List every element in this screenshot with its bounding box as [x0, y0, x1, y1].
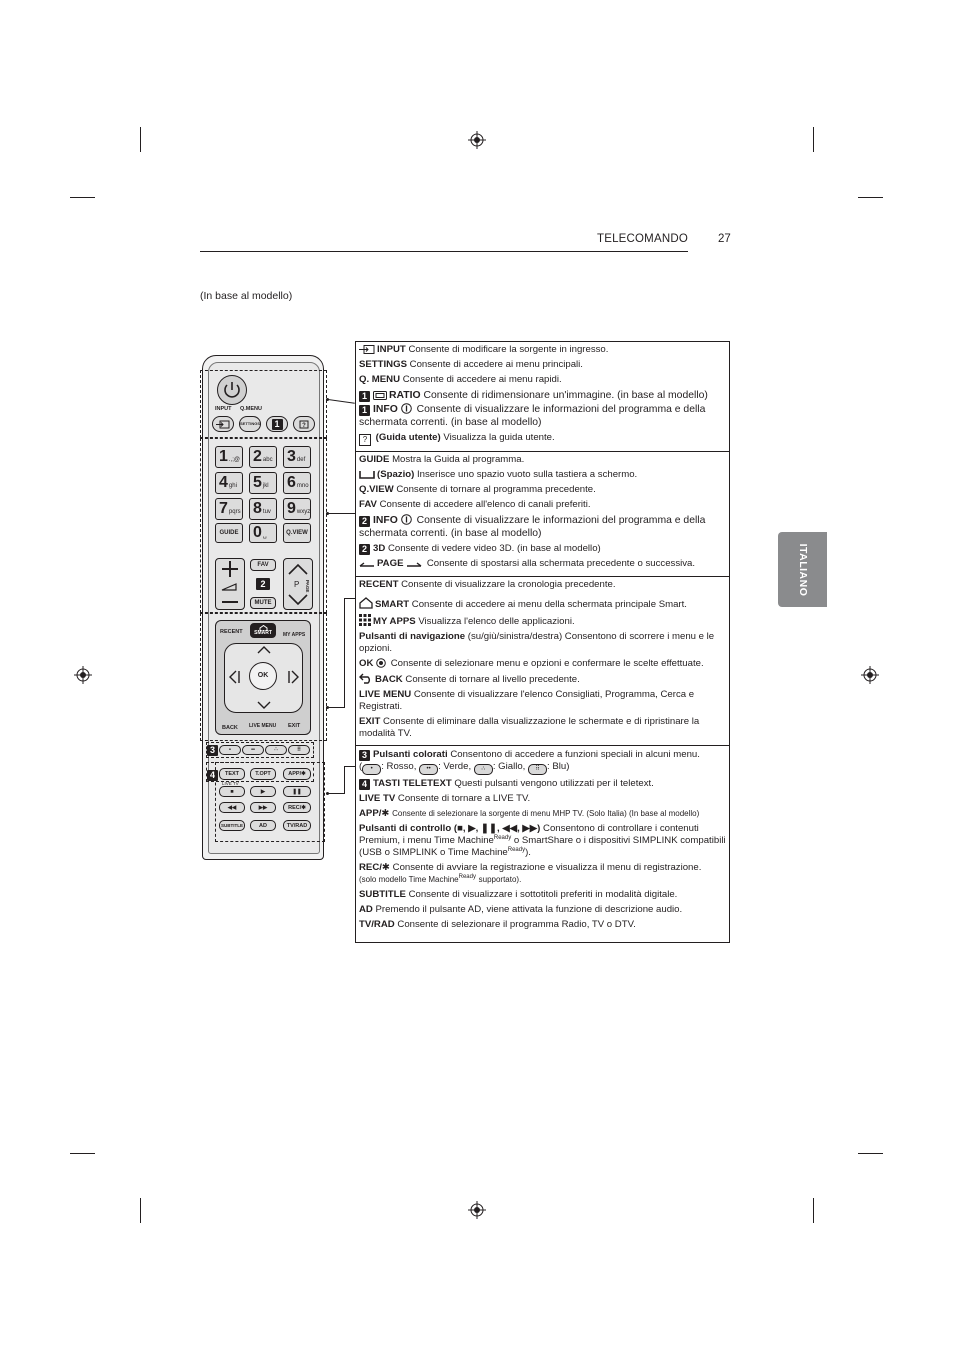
desc-help: ? (Guida utente) Visualizza la guida utente. [359, 432, 726, 446]
text-button: TEXT [219, 768, 245, 780]
crop-mark [70, 197, 95, 198]
leader-line [344, 766, 345, 794]
crop-mark [813, 1198, 814, 1223]
desc-info-2: 2 INFO Consente di visualizzare le informazioni del programma e della schermata correnti. (in base al modello) [359, 514, 706, 539]
badge-3: 3 [207, 745, 218, 756]
yellow-button-icon: ∴ [474, 764, 493, 775]
key-3: 3 def [283, 446, 311, 468]
desc-colored: 3 Pulsanti colorati Consentono di accedere a funzioni speciali in alcuni menu. ( • : Rosso, •• : Verde, ∴ : Giallo, ⠿ : Blu) [359, 749, 726, 775]
myapps-label: MY APPS [283, 632, 306, 638]
desc-controls: Pulsanti di controllo (■, ▶, ❚❚, ◀◀, ▶▶) Consentono di controllare i contenuti Premium, i menu Time Machine$^{Ready}$ o SmartShare o i dispositivi SIMPLINK compatibili (USB o SIMPLINK o Time Machine$^{Ready}$). [359, 822, 726, 859]
desc-app: APP/✱ Consente di selezionare la sorgente di menu MHP TV. (Solo Italia) (In base al modello) [359, 807, 700, 819]
desc-tvrad: TV/RAD Consente di selezionare il programma Radio, TV o DTV. [359, 919, 636, 931]
input-label: INPUT [215, 406, 232, 412]
key-1: 1 .,;@ [215, 446, 243, 468]
topt-button: T.OPT [250, 768, 276, 780]
registration-mark-icon [468, 131, 486, 149]
desc-ok: OK Consente di selezionare menu e opzioni e confermare le scelte effettuate. [359, 657, 704, 669]
desc-qmenu: Q. MENU Consente di accedere ai menu rapidi. [359, 373, 562, 385]
key-7: 7 pqrs [215, 498, 243, 520]
crop-mark [813, 127, 814, 152]
description-box-2 [355, 451, 730, 577]
mute-key: MUTE [250, 597, 276, 609]
ok-key: OK [249, 662, 277, 690]
desc-input: INPUT Consente di modificare la sorgente in ingresso. [359, 344, 726, 356]
page-label: PAGE [305, 580, 310, 593]
p-label: P [294, 580, 300, 589]
crop-mark [70, 1153, 95, 1154]
description-box-4 [355, 745, 730, 943]
leader-line [344, 598, 355, 599]
desc-qview: Q.VIEW Consente di tornare al programma precedente. [359, 483, 596, 495]
pause-button: ❚❚ [283, 786, 311, 797]
stop-button: ■ [219, 786, 245, 797]
badge-2: 2 [359, 516, 370, 527]
green-button-icon: •• [419, 764, 438, 775]
info-icon [401, 403, 412, 414]
volume-rocker [215, 558, 245, 610]
badge-1: 1 [272, 419, 283, 430]
ok-icon [376, 658, 386, 668]
input-icon [216, 420, 230, 429]
page-arrow-icon [406, 562, 422, 568]
desc-page: PAGE Consente di spostarsi alla schermata precedente o successiva. [359, 558, 726, 570]
model-note: (In base al modello) [200, 290, 293, 302]
arrow-up-icon [257, 646, 271, 654]
badge-1: 1 [359, 391, 370, 402]
help-key [293, 416, 315, 432]
star-icon: ✱ [381, 807, 390, 819]
crop-mark [858, 197, 883, 198]
leader-line [328, 399, 355, 404]
arrow-left-icon [229, 670, 241, 684]
rec-button: REC/✱ [283, 802, 311, 813]
desc-recent: RECENT Consente di visualizzare la cronologia precedente. [359, 579, 616, 590]
crop-mark [858, 1153, 883, 1154]
desc-rec: REC/✱ Consente di avviare la registrazione e visualizza il menu di registrazione. (solo modello Time Machine$^{Ready}$ supportato). [359, 862, 702, 885]
description-box-1 [355, 341, 730, 452]
yellow-button: ∴ [265, 745, 287, 755]
key-5: 5 jkl [249, 472, 277, 494]
badge-1: 1 [359, 405, 370, 416]
page-arrow-icon [359, 562, 375, 568]
badge-4: 4 [207, 770, 218, 781]
input-icon [359, 345, 375, 354]
registration-mark-icon [861, 666, 879, 684]
home-icon [359, 597, 373, 609]
key-6: 6 mno [283, 472, 311, 494]
desc-exit: EXIT Consente di eliminare dalla visualizzazione le schermate e di ripristinare la modalità TV. [359, 715, 700, 739]
leader-line [328, 793, 344, 794]
blue-button-icon: ⠿ [528, 764, 547, 775]
leader-line [344, 598, 345, 708]
help-icon: ? [359, 434, 371, 446]
red-button: • [219, 745, 241, 755]
help-icon [299, 420, 309, 429]
desc-ad: AD Premendo il pulsante AD, viene attivata la funzione di descrizione audio. [359, 904, 683, 916]
tvrad-button: TV/RAD [283, 820, 311, 831]
svg-text:?: ? [302, 422, 306, 429]
qmenu-label: Q.MENU [240, 406, 262, 412]
key-4: 4 ghi [215, 472, 243, 494]
recent-label: RECENT [220, 629, 243, 635]
desc-space: (Spazio) Inserisce uno spazio vuoto sulla tastiera a schermo. [359, 469, 726, 481]
registration-mark-icon [74, 666, 92, 684]
badge-3: 3 [359, 750, 370, 761]
forward-button: ▶▶ [250, 802, 276, 813]
arrow-right-icon [287, 670, 299, 684]
subtitle-button: SUBTITLE [219, 820, 245, 831]
section-title: TELECOMANDO [596, 233, 688, 245]
header-rule [200, 251, 688, 252]
ad-button: AD [250, 820, 276, 831]
badge-4: 4 [359, 779, 370, 790]
language-tab [778, 532, 827, 607]
desc-nav: Pulsanti di navigazione (su/giù/sinistra/destra) Consentono di scorrere i menu e le opzioni. [359, 630, 715, 654]
red-button-icon: • [362, 764, 381, 775]
livemenu-label: LIVE MENU [249, 723, 277, 729]
desc-livemenu: LIVE MENU Consente di visualizzare l'elenco Consigliati, Programma, Cerca e Registrati. [359, 688, 695, 712]
crop-mark [140, 127, 141, 152]
app-button: APP/✱ [283, 768, 311, 780]
desc-subtitle: SUBTITLE Consente di visualizzare i sottotitoli preferiti in modalità digitale. [359, 889, 678, 901]
leader-line [344, 766, 355, 767]
ratio-icon [373, 391, 387, 400]
back-label: BACK [222, 725, 238, 731]
guide-key: GUIDE [215, 523, 243, 543]
space-icon [359, 470, 375, 479]
language-tab-label: ITALIANO [796, 543, 809, 596]
desc-livetv: LIVE TV Consente di tornare a LIVE TV. [359, 793, 531, 804]
power-button [217, 375, 247, 405]
qview-key: Q.VIEW [283, 523, 311, 543]
desc-fav: FAV Consente di accedere all'elenco di canali preferiti. [359, 498, 591, 510]
play-button: ▶ [250, 786, 276, 797]
desc-ratio: 1 RATIO Consente di ridimensionare un'immagine. (in base al modello) [359, 389, 726, 402]
page-number: 27 [718, 233, 731, 245]
desc-info-1: 1 INFO Consente di visualizzare le informazioni del programma e della schermata correnti. (in base al modello) [359, 403, 706, 428]
power-icon [218, 376, 246, 404]
leader-line [328, 707, 344, 708]
smart-key: SMART [250, 623, 276, 638]
badge-2-key: 2 [256, 578, 270, 590]
desc-smart: SMART Consente di accedere ai menu della schermata principale Smart. [359, 597, 726, 611]
exit-label: EXIT [288, 723, 301, 729]
desc-myapps: MY APPS Visualizza l'elenco delle applicazioni. [359, 614, 726, 628]
desc-3d: 2 3D Consente di vedere video 3D. (in base al modello) [359, 543, 726, 555]
fav-key: FAV [250, 559, 276, 571]
arrow-down-icon [257, 701, 271, 709]
crop-mark [140, 1198, 141, 1223]
key-0: 0 ␣ [249, 523, 277, 543]
desc-teletext: 4 TASTI TELETEXT Questi pulsanti vengono utilizzati per il teletext. [359, 778, 726, 790]
key-9: 9 wxyz [283, 498, 311, 520]
volume-icon [216, 559, 244, 609]
info-icon [401, 514, 412, 525]
rewind-button: ◀◀ [219, 802, 245, 813]
settings-key: SETTINGS [239, 416, 261, 432]
back-icon [359, 673, 373, 684]
key-8: 8 tuv [249, 498, 277, 520]
blue-button: ⠿ [288, 745, 310, 755]
registration-mark-icon [468, 1201, 486, 1219]
desc-guide: GUIDE Mostra la Guida al programma. [359, 454, 525, 465]
star-icon: ✱ [381, 862, 390, 874]
desc-settings: SETTINGS Consente di accedere ai menu principali. [359, 358, 583, 370]
badge-2: 2 [359, 544, 370, 555]
livetv-label: LIVE TV [222, 781, 239, 786]
remote-section-4 [215, 762, 325, 842]
leader-line [328, 513, 355, 514]
ratio-key [266, 416, 288, 432]
input-key [212, 416, 234, 432]
description-box-3 [355, 576, 730, 746]
green-button: •• [242, 745, 264, 755]
desc-back: BACK Consente di tornare al livello precedente. [359, 673, 726, 686]
apps-grid-icon [359, 614, 371, 626]
key-2: 2 abc [249, 446, 277, 468]
